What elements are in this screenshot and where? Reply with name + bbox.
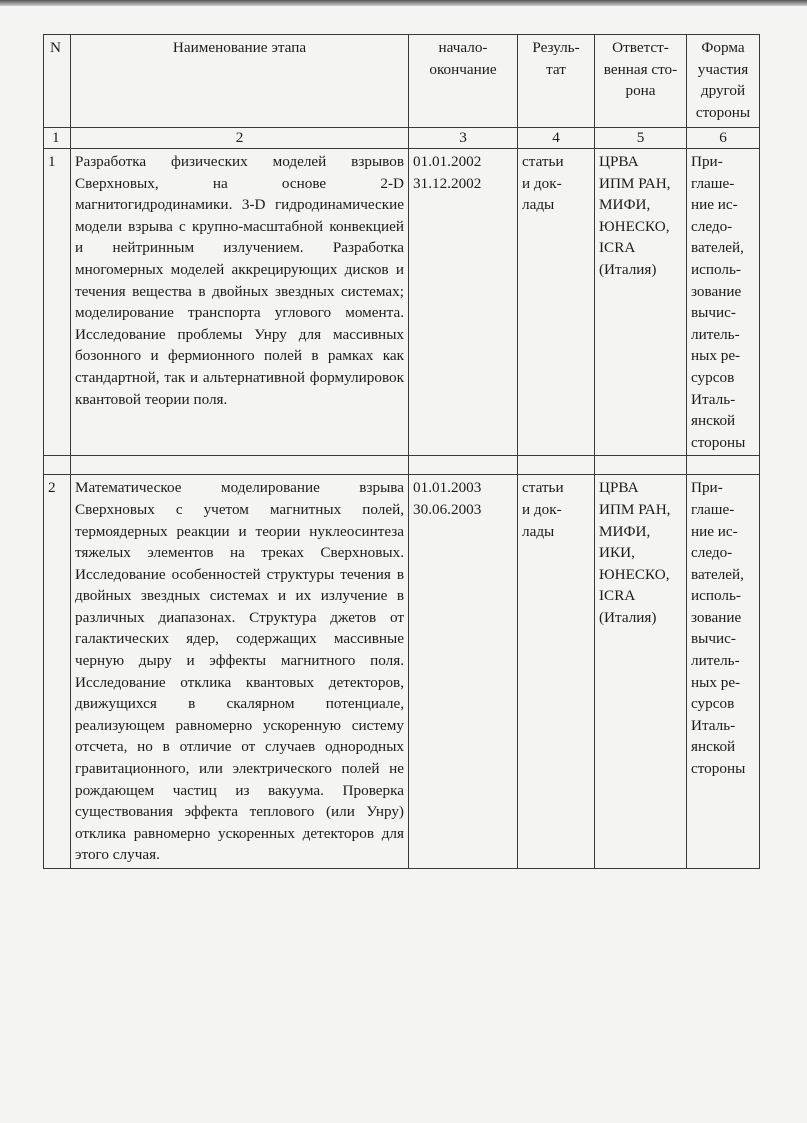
stage-period bbox=[409, 149, 518, 456]
participation-form: При- глаше- ние ис- следо- вателей, исполь- зование вычис- литель- ных ре- сурсов Италь- янской стороны bbox=[687, 475, 760, 869]
spacer-row bbox=[44, 456, 760, 475]
participation-form: При- глаше- ние ис- следо- вателей, исполь- зование вычис- литель- ных ре- сурсов Италь- янской стороны bbox=[687, 149, 760, 456]
row-number: 2 bbox=[44, 475, 71, 869]
column-number: 6 bbox=[687, 128, 760, 149]
column-number: 1 bbox=[44, 128, 71, 149]
start-date: 01.01.2002 bbox=[413, 153, 482, 170]
header-n: N bbox=[44, 35, 71, 128]
responsible-party: ЦРВА ИПМ РАН, МИФИ, ЮНЕСКО, ICRA (Италия) bbox=[595, 149, 687, 456]
table-row bbox=[44, 149, 760, 456]
column-number: 4 bbox=[518, 128, 595, 149]
header-participation: Форма участия другой стороны bbox=[687, 35, 760, 128]
header-responsible: Ответст- венная сто- рона bbox=[595, 35, 687, 128]
end-date: 31.12.2002 bbox=[413, 174, 482, 192]
stage-result: статьи и док- лады bbox=[518, 475, 595, 869]
table-row bbox=[44, 475, 760, 869]
column-number-row bbox=[44, 128, 760, 149]
stage-result: статьи и док- лады bbox=[518, 149, 595, 456]
responsible-party: ЦРВА ИПМ РАН, МИФИ, ИКИ, ЮНЕСКО, ICRA (Италия) bbox=[595, 475, 687, 869]
row-number: 1 bbox=[44, 149, 71, 456]
scan-top-edge bbox=[0, 0, 807, 6]
work-plan-table bbox=[43, 34, 760, 869]
start-date: 01.01.2003 bbox=[413, 479, 482, 497]
end-date: 30.06.2003 bbox=[413, 500, 482, 518]
stage-description: Разработка физических моделей взрывов Сверхновых, на основе 2-D магнитогидродинамики. 3-D гидродинамические модели взрыва с крупно-масштабной конвекцией и нейтринным излучением. Разработка многомерных моделей аккрецирующих дисков и течения вещества в двойных звездных системах; моделирование транспорта углового момента. Исследование проблемы Унру для массивных бозонного и фермионного полей в рамках как стандартной, так и альтернативной формулировок квантовой теории поля. bbox=[71, 149, 409, 456]
column-number: 3 bbox=[409, 128, 518, 149]
header-row bbox=[44, 35, 760, 128]
stage-period bbox=[409, 475, 518, 869]
column-number: 2 bbox=[71, 128, 409, 149]
header-stage-name: Наименование этапа bbox=[71, 35, 409, 128]
header-period: начало- окончание bbox=[409, 35, 518, 128]
stage-description: Математическое моделирование взрыва Сверхновых с учетом магнитных полей, термоядерных реакции и теории нуклеосинтеза тяжелых элементов на треках Сверхновых. Исследование особенностей структуры течения в двойных звездных системах и их излучение в различных диапазонах. Структура джетов от галактических ядер, содержащих массивные черную дыру и эффекты магнитного поля. Исследование отклика квантовых детекторов, движущихся в скалярном потенциале, реализующем равномерно ускоренную систему отсчета, но в отличие от случаев однородных гравитационного, или электрического полей не рождающем частиц из вакуума. Проверка существования эффекта теплового (или Унру) отклика равномерно ускоренных детекторов для этого случая. bbox=[71, 475, 409, 869]
column-number: 5 bbox=[595, 128, 687, 149]
header-result: Резуль- тат bbox=[518, 35, 595, 128]
